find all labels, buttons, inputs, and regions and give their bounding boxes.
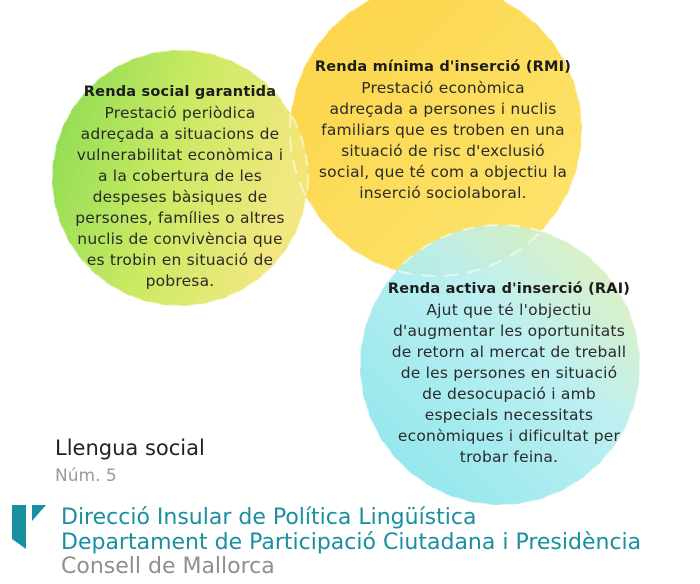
rsg-line: pobresa. [145,272,215,290]
consell-logo-icon [12,505,48,549]
rai-line: de retorn al mercat de treball [391,343,627,361]
org-council: Consell de Mallorca [61,554,275,579]
rai-text [380,279,638,468]
rsg-line: despeses bàsiques de [92,188,268,206]
rsg-line: Prestació periòdica [104,104,256,122]
rai-line: trobar feina. [459,448,559,466]
rai-line: econòmiques i dificultat per [397,427,621,445]
publication-number: Núm. 5 [55,466,117,486]
rai-line: especials necessitats [424,406,594,424]
rai-title: Renda activa d'inserció (RAI) [387,281,631,297]
rai-line: de desocupació i amb [422,385,596,403]
rmi-line: Prestació econòmica [361,79,525,97]
rsg-line: a la cobertura de les [97,167,263,185]
rsg-line: es trobin en situació de [86,251,274,269]
rmi-line: inserció sociolaboral. [359,184,527,202]
rsg-text [55,82,305,292]
rmi-title: Renda mínima d'inserció (RMI) [314,59,572,75]
rmi-text [303,57,583,204]
rai-line: Ajut que té l'objectiu [426,301,592,319]
publication-title: Llengua social [55,436,205,460]
rmi-line: adreçada a persones i nuclis [329,100,557,118]
org-department: Departament de Participació Ciutadana i Presidència [61,530,642,555]
rsg-line: vulnerabilitat econòmica i [76,146,284,164]
rsg-line: nuclis de convivència que [77,230,283,248]
rsg-title: Renda social garantida [83,84,277,100]
rmi-line: social, que té com a objectiu la [318,163,568,181]
rsg-line: persones, famílies o altres [75,209,285,227]
rai-line: de les persones en situació [400,364,618,382]
rmi-line: familiars que es troben en una [321,121,565,139]
rai-line: d'augmentar les oportunitats [393,322,625,340]
rmi-line: situació de risc d'exclusió [341,142,545,160]
rsg-line: adreçada a situacions de [80,125,280,143]
org-directorate: Direcció Insular de Política Lingüística [61,505,477,530]
